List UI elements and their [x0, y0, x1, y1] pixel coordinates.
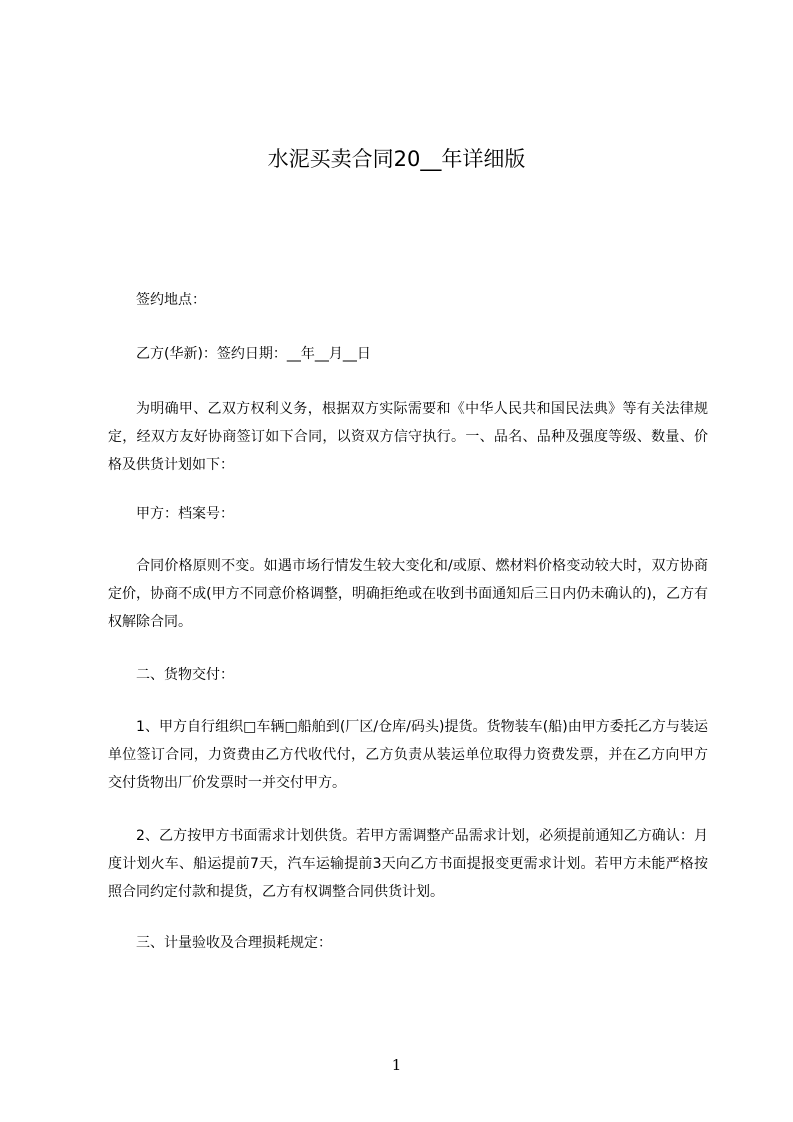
paragraph-price-principle: 合同价格原则不变。如遇市场行情发生较大变化和/或原、燃材料价格变动较大时，双方协商定价，协商不成(甲方不同意价格调整，明确拒绝或在收到书面通知后三日内仍未确认的)，乙方有权解除合同。 — [108, 558, 708, 630]
document-title: 水泥买卖合同20__年详细版 — [267, 147, 526, 171]
paragraph-preamble: 为明确甲、乙双方权利义务，根据双方实际需要和《中华人民共和国民法典》等有关法律规定，经双方友好协商签订如下合同，以资双方信守执行。一、品名、品种及强度等级、数量、价格及供货计划如下： — [108, 401, 708, 473]
paragraph-party-a-file-no: 甲方：档案号： — [136, 506, 234, 522]
page-number: 1 — [391, 1056, 402, 1074]
paragraph-party-b-date: 乙方(华新)：签约日期：__年__月__日 — [136, 346, 371, 362]
paragraph-delivery-clause-2: 2、乙方按甲方书面需求计划供货。若甲方需调整产品需求计划，必须提前通知乙方确认：月度计划火车、船运提前7天，汽车运输提前3天向乙方书面提报变更需求计划。若甲方未能严格按照合同约定付款和提货，乙方有权调整合同供货计划。 — [108, 828, 708, 900]
paragraph-signing-place: 签约地点： — [136, 292, 206, 308]
paragraph-delivery-clause-1: 1、甲方自行组织□车辆□船舶到(厂区/仓库/码头)提货。货物装车(船)由甲方委托乙方与装运单位签订合同，力资费由乙方代收代付，乙方负责从装运单位取得力资费发票，并在乙方向甲方交付货物出厂价发票时一并交付甲方。 — [108, 719, 708, 791]
section-heading-measurement: 三、计量验收及合理损耗规定： — [136, 935, 332, 951]
section-heading-delivery: 二、货物交付： — [136, 667, 234, 683]
